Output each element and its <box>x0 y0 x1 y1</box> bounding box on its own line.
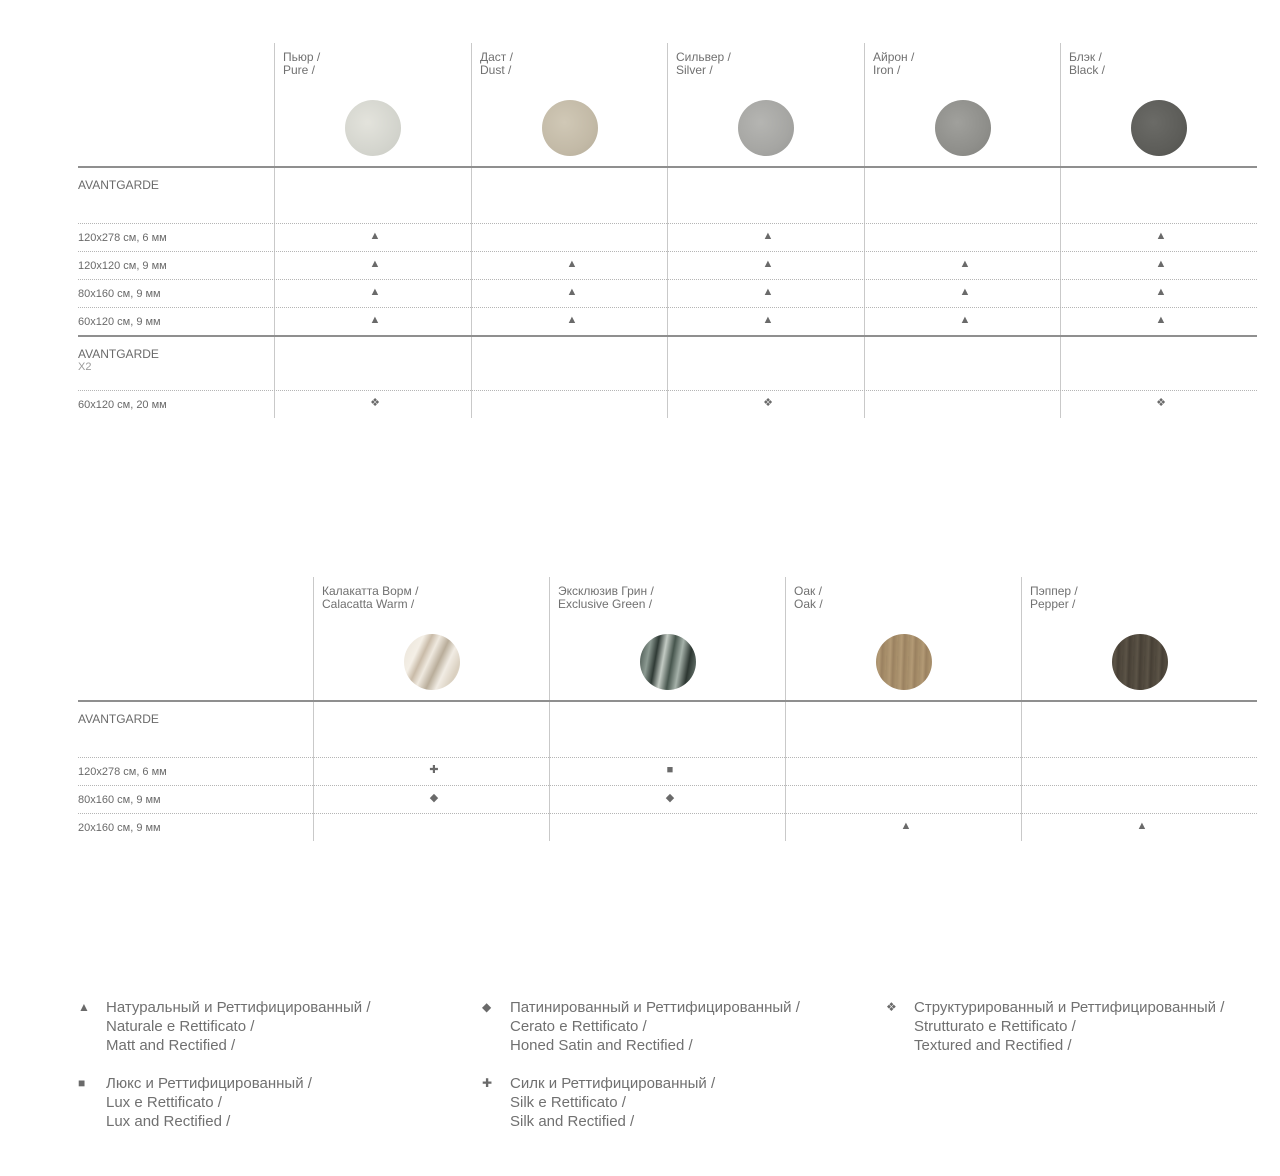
swatch-calacatta <box>404 634 460 690</box>
finish-mark: ▲ <box>1155 258 1167 270</box>
table-header <box>78 43 1257 168</box>
finish-mark: ❖ <box>1156 397 1166 409</box>
legend-line: Lux e Rettificato / <box>106 1094 222 1111</box>
triangle-icon: ▲ <box>78 1000 90 1014</box>
finish-mark: ▲ <box>1155 314 1167 326</box>
column-name-en: Oak / <box>794 597 823 611</box>
size-label: 80x160 см, 9 мм <box>78 794 161 806</box>
legend-line: Cerato e Rettificato / <box>510 1018 647 1035</box>
column-label <box>1069 51 1105 77</box>
swatch-pepper <box>1112 634 1168 690</box>
swatch-iron <box>935 100 991 156</box>
column-label <box>283 51 320 77</box>
column-header <box>549 577 785 700</box>
finish-mark: ▲ <box>959 286 971 298</box>
section-title: AVANTGARDE <box>78 712 159 726</box>
legend-text <box>510 1074 715 1131</box>
finish-mark: ▲ <box>762 314 774 326</box>
finish-mark: ▲ <box>369 258 381 270</box>
swatch-silver <box>738 100 794 156</box>
column-name-ru: Даст / <box>480 50 513 64</box>
column-name-en: Silver / <box>676 63 713 77</box>
finish-mark: ▲ <box>1155 286 1167 298</box>
finish-mark: ▲ <box>369 314 381 326</box>
finish-mark: ▲ <box>959 314 971 326</box>
column-name-ru: Пэппер / <box>1030 584 1078 598</box>
section-title: AVANTGARDE <box>78 347 159 361</box>
legend-text <box>106 998 371 1055</box>
column-header <box>313 577 549 700</box>
finish-mark: ◆ <box>665 792 675 804</box>
column-name-ru: Блэк / <box>1069 50 1102 64</box>
swatch-dust <box>542 100 598 156</box>
column-header <box>667 43 864 166</box>
column-name-en: Black / <box>1069 63 1106 77</box>
legend-text <box>914 998 1224 1055</box>
table-row <box>78 814 1257 841</box>
table-row <box>78 758 1257 786</box>
column-header <box>864 43 1061 166</box>
size-label: 120x278 см, 6 мм <box>78 766 167 778</box>
finish-mark: ▲ <box>762 286 774 298</box>
swatch-pure <box>345 100 401 156</box>
table-body <box>78 168 1257 418</box>
column-label <box>322 585 418 611</box>
column-label <box>558 585 654 611</box>
legend-line: Silk e Rettificato / <box>510 1094 626 1111</box>
finish-mark: ▲ <box>762 230 774 242</box>
table-row <box>78 280 1257 308</box>
finish-mark: ▲ <box>762 258 774 270</box>
size-label: 80x160 см, 9 мм <box>78 288 161 300</box>
finish-mark: ◆ <box>429 792 439 804</box>
availability-table-marble-wood <box>78 577 1257 841</box>
swatch-black <box>1131 100 1187 156</box>
legend-line: Honed Satin and Rectified / <box>510 1037 693 1054</box>
column-name-ru: Айрон / <box>873 50 915 64</box>
legend-line: Натуральный и Реттифицированный / <box>106 999 371 1016</box>
column-label <box>1030 585 1078 611</box>
table-row <box>78 786 1257 814</box>
section-header <box>78 168 1257 224</box>
section-header <box>78 702 1257 758</box>
finish-mark: ▲ <box>369 230 381 242</box>
legend-line: Textured and Rectified / <box>914 1037 1072 1054</box>
swatch-green <box>640 634 696 690</box>
section-header <box>78 335 1257 391</box>
diamond-icon: ◆ <box>482 1000 492 1014</box>
size-label: 20x160 см, 9 мм <box>78 822 161 834</box>
legend-line: Патинированный и Реттифицированный / <box>510 999 800 1016</box>
column-name-en: Dust / <box>480 63 512 77</box>
finish-mark: ▲ <box>566 258 578 270</box>
column-label <box>794 585 823 611</box>
section-title: AVANTGARDE <box>78 178 159 192</box>
section-subtitle: X2 <box>78 361 92 373</box>
column-name-en: Pure / <box>283 63 316 77</box>
column-label <box>873 51 914 77</box>
table-body <box>78 702 1257 841</box>
size-label: 60x120 см, 9 мм <box>78 316 161 328</box>
column-name-ru: Оак / <box>794 584 822 598</box>
square-icon: ■ <box>78 1076 86 1090</box>
legend-line: Matt and Rectified / <box>106 1037 236 1054</box>
four-diamonds-icon: ❖ <box>886 1000 897 1014</box>
column-name-ru: Эксклюзив Грин / <box>558 584 654 598</box>
column-header <box>1021 577 1257 700</box>
finish-mark: ❖ <box>370 397 380 409</box>
finish-mark: ▲ <box>900 820 912 832</box>
finish-mark: ▲ <box>1155 230 1167 242</box>
finish-mark: ▲ <box>959 258 971 270</box>
finish-mark: ▲ <box>369 286 381 298</box>
table-row <box>78 252 1257 280</box>
column-name-ru: Калакатта Ворм / <box>322 584 419 598</box>
size-label: 120x120 см, 9 мм <box>78 260 167 272</box>
table-header <box>78 577 1257 702</box>
legend-line: Silk and Rectified / <box>510 1113 635 1130</box>
legend-line: Люкс и Реттифицированный / <box>106 1075 312 1092</box>
legend-line: Силк и Реттифицированный / <box>510 1075 716 1092</box>
column-label <box>676 51 731 77</box>
finish-mark: ▲ <box>1136 820 1148 832</box>
legend-text <box>106 1074 312 1131</box>
column-label <box>480 51 513 77</box>
cross-icon: ✚ <box>482 1076 493 1090</box>
finish-mark: ❖ <box>763 397 773 409</box>
column-name-en: Iron / <box>873 63 901 77</box>
column-header <box>274 43 471 166</box>
column-name-en: Calacatta Warm / <box>322 597 415 611</box>
column-header <box>1060 43 1257 166</box>
table-row <box>78 391 1257 418</box>
table-row <box>78 308 1257 335</box>
column-header <box>785 577 1021 700</box>
finish-legend <box>78 998 1258 1138</box>
column-name-ru: Пьюр / <box>283 50 321 64</box>
legend-text <box>510 998 800 1055</box>
size-label: 120x278 см, 6 мм <box>78 232 167 244</box>
column-name-en: Pepper / <box>1030 597 1076 611</box>
legend-line: Naturale e Rettificato / <box>106 1018 255 1035</box>
legend-line: Lux and Rectified / <box>106 1113 231 1130</box>
swatch-oak <box>876 634 932 690</box>
finish-mark: ▲ <box>566 314 578 326</box>
size-label: 60x120 см, 20 мм <box>78 399 167 411</box>
table-row <box>78 224 1257 252</box>
finish-mark: ■ <box>666 764 674 776</box>
finish-mark: ▲ <box>566 286 578 298</box>
availability-table-solid-colors <box>78 43 1257 418</box>
column-name-en: Exclusive Green / <box>558 597 653 611</box>
column-name-ru: Сильвер / <box>676 50 731 64</box>
legend-line: Структурированный и Реттифицированный / <box>914 999 1225 1016</box>
finish-mark: ✚ <box>429 764 439 776</box>
legend-line: Strutturato e Rettificato / <box>914 1018 1076 1035</box>
column-header <box>471 43 668 166</box>
